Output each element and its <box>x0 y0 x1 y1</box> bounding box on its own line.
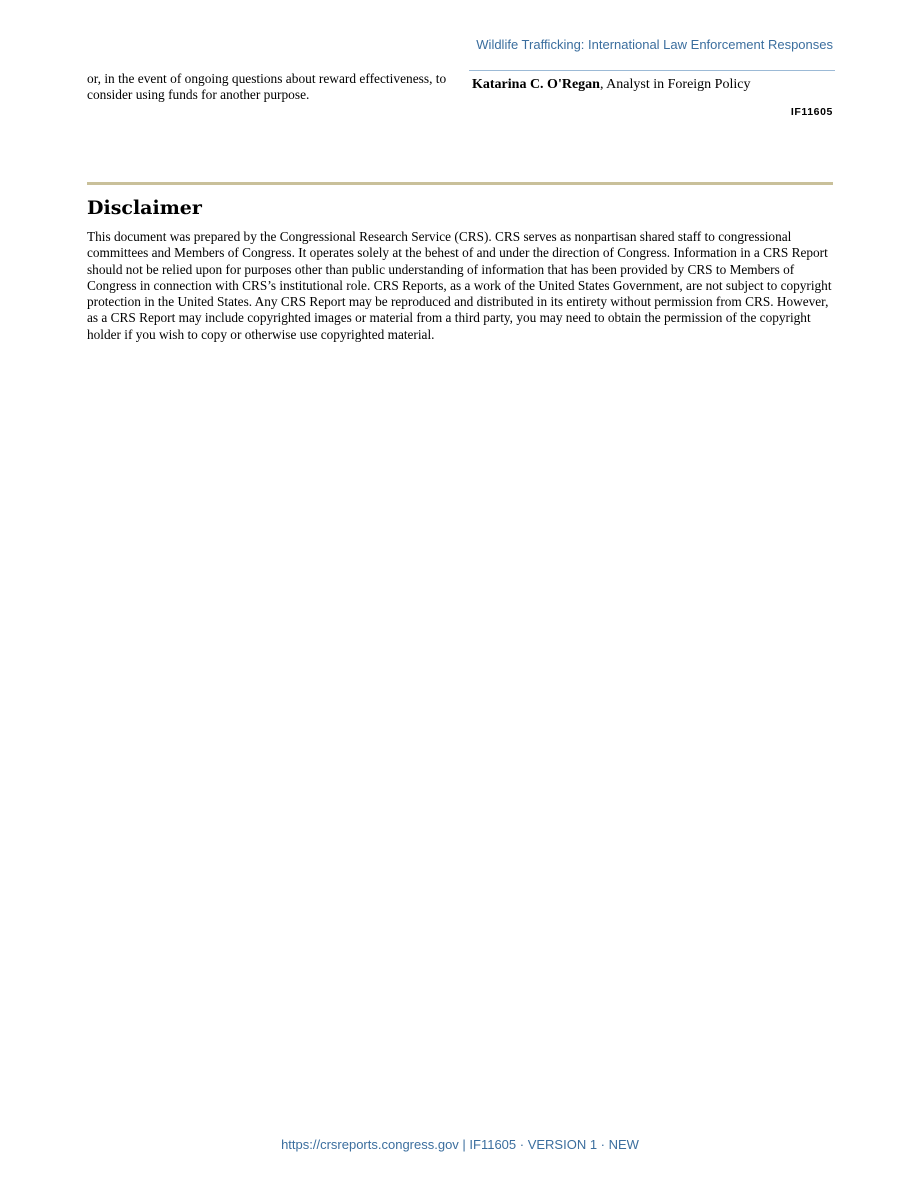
running-header-title: Wildlife Trafficking: International Law Enforcement Responses <box>476 37 833 52</box>
author-title: , Analyst in Foreign Policy <box>599 77 751 92</box>
author-divider <box>469 70 835 71</box>
body-continued-text: or, in the event of ongoing questions about reward effectiveness, to consider using funds for another purpose. <box>87 71 447 102</box>
author-line <box>469 76 835 93</box>
disclaimer-divider <box>87 182 833 185</box>
disclaimer-heading: Disclaimer <box>87 197 202 219</box>
author-block <box>469 70 835 93</box>
footer-link[interactable]: https://crsreports.congress.gov | IF11605 · VERSION 1 · NEW <box>281 1137 639 1152</box>
author-name: Katarina C. O'Regan <box>472 77 600 92</box>
disclaimer-text: This document was prepared by the Congressional Research Service (CRS). CRS serves as nonpartisan shared staff to congressional committees and Members of Congress. It operates solely at the behest of and under the direction of Congress. Information in a CRS Report should not be relied upon for purposes other than public understanding of information that has been provided by CRS to Members of Congress in connection with CRS’s institutional role. CRS Reports, as a work of the United States Government, are not subject to copyright protection in the United States. Any CRS Report may be reproduced and distributed in its entirety without permission from CRS. However, as a CRS Report may include copyrighted images or material from a third party, you may need to obtain the permission of the copyright holder if you wish to copy or otherwise use copyrighted material. <box>87 229 832 342</box>
report-id: IF11605 <box>790 106 833 118</box>
